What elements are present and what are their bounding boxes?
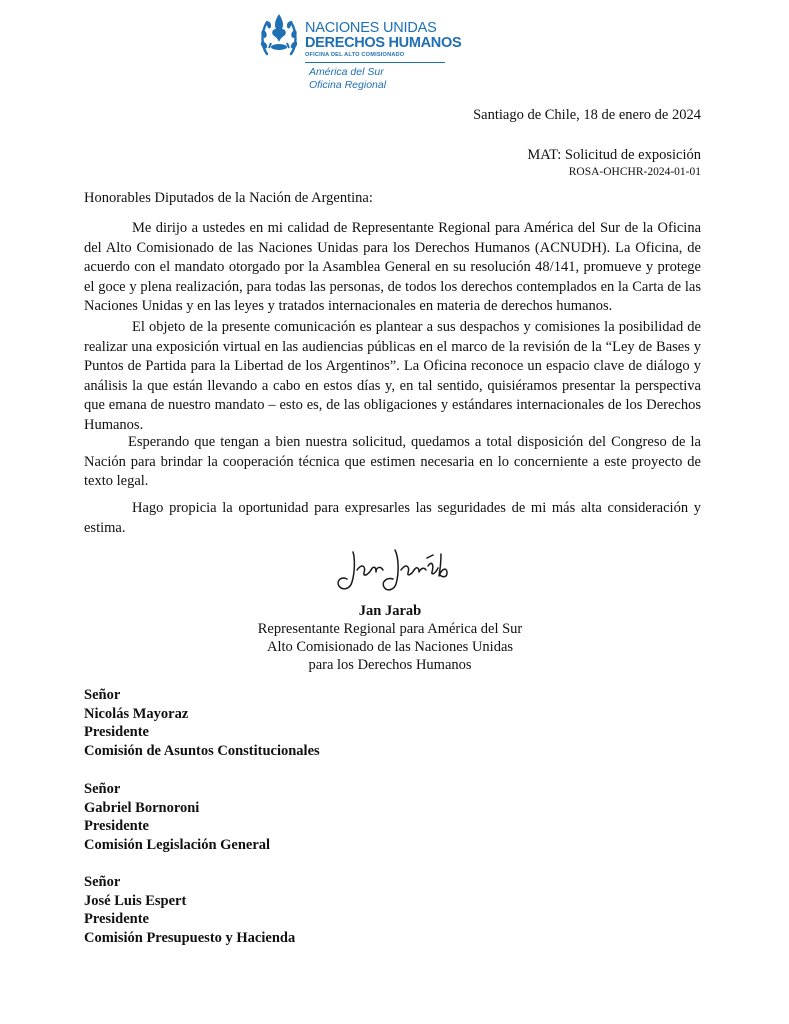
- body-paragraph-3: Esperando que tengan a bien nuestra solicitud, quedamos a total disposición del Congreso de la Nación para brindar la cooperación técnica que estimen necesaria en lo concerniente a este proyecto de texto legal.: [84, 434, 701, 489]
- addressee-block: [84, 873, 295, 948]
- letter-date: Santiago de Chile, 18 de enero de 2024: [473, 107, 701, 123]
- addressee-salutation: Señor: [84, 781, 121, 797]
- addressee-name: Nicolás Mayoraz: [84, 705, 189, 722]
- letter-salutation: Honorables Diputados de la Nación de Argentina:: [84, 190, 373, 206]
- un-emblem-icon: [257, 12, 301, 62]
- addressee-role: Presidente: [84, 911, 149, 928]
- addressee-name: Gabriel Bornoroni: [84, 799, 200, 816]
- org-name-line3: OFICINA DEL ALTO COMISIONADO: [305, 52, 405, 58]
- signer-name: Jan Jarab: [358, 603, 422, 619]
- addressee-block: [84, 686, 320, 761]
- region-line1: América del Sur: [309, 66, 384, 78]
- region-line2: Oficina Regional: [309, 79, 387, 91]
- handwritten-signature: [333, 546, 458, 594]
- signer-title-line3: para los Derechos Humanos: [308, 657, 472, 673]
- signer-title-line2: Alto Comisionado de las Naciones Unidas: [266, 639, 514, 655]
- addressee-block: [84, 780, 270, 855]
- org-name-line2: DERECHOS HUMANOS: [305, 35, 462, 51]
- letter-reference: ROSA-OHCHR-2024-01-01: [568, 166, 701, 178]
- addressee-commission: Comisión Presupuesto y Hacienda: [84, 930, 296, 947]
- signer-title-line1: Representante Regional para América del Sur: [257, 621, 523, 637]
- addressee-name: José Luis Espert: [84, 892, 187, 909]
- body-paragraph-2: El objeto de la presente comunicación es plantear a sus despachos y comisiones la posibilidad de realizar una exposición virtual en las audiencias públicas en el marco de la revisión de la “Ley de Bases y Puntos de Partida para la Libertad de los Argentinos”. La Oficina reconoce un espacio clave de diálogo y análisis la que están llevando a cabo en estos días y, en tal sentido, quisiéramos presentar la perspectiva que emana de nuestro mandato – esto es, de las obligaciones y estándares internacionales de los Derechos Humanos.: [84, 319, 701, 433]
- addressee-commission: Comisión de Asuntos Constitucionales: [84, 743, 320, 760]
- addressee-role: Presidente: [84, 724, 149, 741]
- body-paragraph-4: Hago propicia la oportunidad para expresarles las seguridades de mi más alta consideración y estima.: [84, 500, 701, 536]
- addressee-salutation: Señor: [84, 874, 121, 890]
- logo-divider: [305, 62, 445, 63]
- addressee-salutation: Señor: [84, 687, 121, 703]
- letterhead-logo: [255, 8, 462, 94]
- addressee-role: Presidente: [84, 818, 149, 835]
- body-paragraph-1: Me dirijo a ustedes en mi calidad de Representante Regional para América del Sur de la Oficina del Alto Comisionado de las Naciones Unidas para los Derechos Humanos (ACNUDH). La Oficina, de acuerdo con el mandato otorgado por la Asamblea General en su resolución 48/141, promueve y protege el goce y plena realización, para todas las personas, de todos los derechos contemplados en la Carta de las Naciones Unidas y en las leyes y tratados internacionales en materia de derechos humanos.: [84, 220, 701, 314]
- org-name-line1: NACIONES UNIDAS: [305, 20, 437, 36]
- letter-subject: MAT: Solicitud de exposición: [527, 147, 701, 163]
- addressee-commission: Comisión Legislación General: [84, 837, 271, 854]
